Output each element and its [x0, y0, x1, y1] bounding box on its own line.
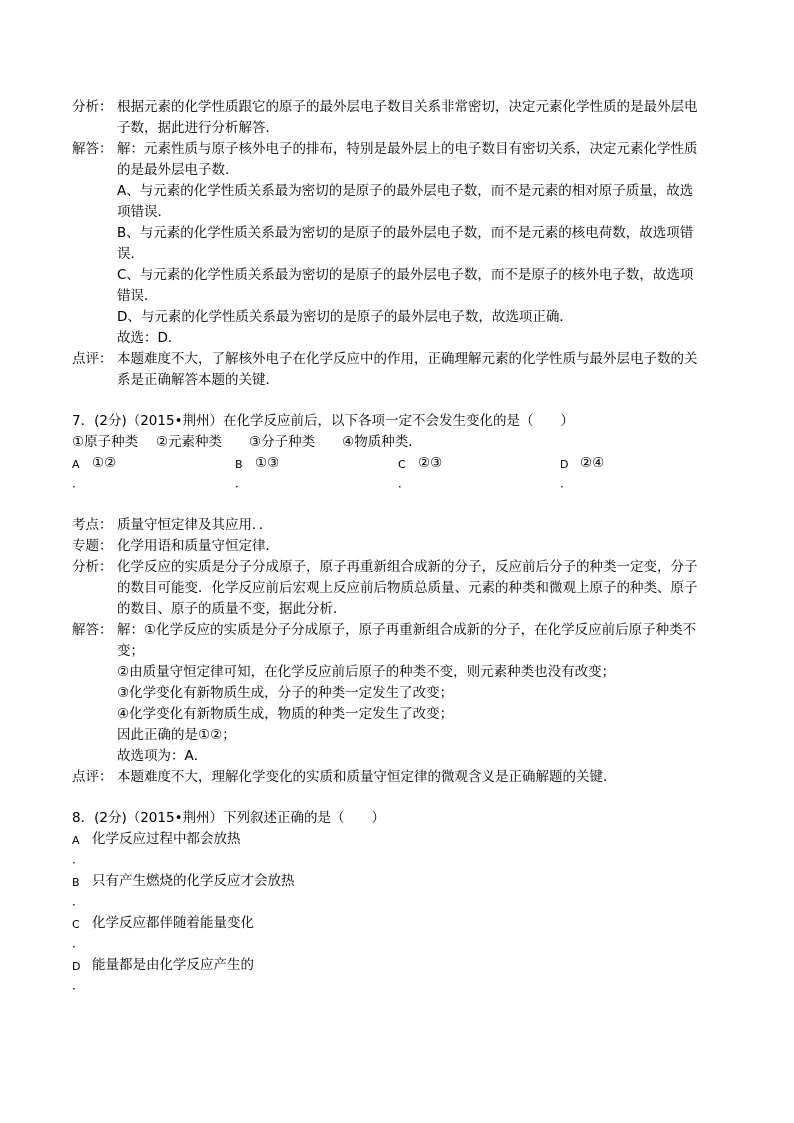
q8-option-a-text: 化学反应过程中都会放热	[92, 831, 241, 847]
q6-comment-line-1: 本题难度不大，了解核外电子在化学反应中的作用，正确理解元素的化学性质与最外层电子数的关	[117, 351, 698, 367]
q6-answer-line-7: C、与元素的化学性质关系最为密切的是原子的最外层电子数，而不是原子的核外电子数，故选项	[117, 267, 694, 283]
q7-answer-line-3: ②由质量守恒定律可知，在化学反应前后原子的种类不变，则元素种类也没有改变；	[117, 664, 616, 680]
q7-kaodian: 质量守恒定律及其应用．．	[117, 517, 273, 533]
q7-zhuanti-label: 专题：	[72, 538, 113, 554]
q7-option-b-letter: B	[235, 458, 243, 471]
q6-answer-line-3: A、与元素的化学性质关系最为密切的是原子的最外层电子数，而不是元素的相对原子质量，故选	[117, 183, 694, 199]
q7-option-d-text: ②④	[580, 455, 605, 471]
q8-option-b-letter: B	[72, 876, 80, 889]
q6-answer-line-5: B、与元素的化学性质关系最为密切的是原子的最外层电子数，而不是元素的核电荷数，故选项错	[117, 225, 694, 241]
q6-analysis-label: 分析：	[72, 99, 113, 115]
q6-answer-label: 解答：	[72, 141, 113, 157]
q7-stem: 7．(2分)（2015•荆州）在化学反应前后，以下各项一定不会发生变化的是（ ）	[72, 413, 575, 429]
q8-option-c-dot: ．	[72, 936, 85, 950]
q7-answer-line-5: ④化学变化有新物质生成，物质的种类一定发生了改变；	[117, 706, 454, 722]
q6-answer-line-8: 错误．	[117, 288, 158, 304]
q7-option-a-text: ①②	[92, 455, 117, 471]
q7-answer-label: 解答：	[72, 622, 113, 638]
q6-answer-line-10: 故选：D．	[117, 330, 182, 346]
q7-answer-line-4: ③化学变化有新物质生成，分子的种类一定发生了改变；	[117, 685, 454, 701]
q8-stem: 8．(2分)（2015•荆州）下列叙述正确的是（ ）	[72, 810, 386, 826]
q8-option-d-text: 能量都是由化学反应产生的	[92, 957, 254, 973]
q8-option-c-text: 化学反应都伴随着能量变化	[92, 915, 254, 931]
q7-zhuanti: 化学用语和质量守恒定律．	[117, 538, 279, 554]
q7-analysis-label: 分析：	[72, 559, 113, 575]
q7-option-c-dot: ．	[398, 476, 411, 490]
q6-analysis-line-2: 子数，据此进行分析解答．	[117, 120, 279, 136]
q7-answer-line-2: 变；	[117, 643, 144, 659]
q7-option-b-dot: ．	[235, 476, 248, 490]
q6-answer-line-4: 项错误．	[117, 204, 171, 220]
q7-option-a-dot: ．	[72, 476, 85, 490]
q7-option-c-letter: C	[398, 458, 406, 471]
q6-answer-line-6: 误．	[117, 246, 144, 262]
q8-option-b-dot: ．	[72, 894, 85, 908]
q7-items: ①原子种类 ②元素种类 ③分子种类 ④物质种类．	[72, 434, 422, 450]
q6-analysis-line-1: 根据元素的化学性质跟它的原子的最外层电子数目关系非常密切，决定元素化学性质的是最外层电	[117, 99, 698, 115]
q7-option-d-dot: ．	[560, 476, 573, 490]
q6-answer-line-9: D、与元素的化学性质关系最为密切的是原子的最外层电子数，故选项正确．	[117, 309, 573, 325]
q7-answer-line-6: 因此正确的是①②；	[117, 727, 236, 743]
q7-analysis-line-2: 的数目可能变．化学反应前后宏观上反应前后物质总质量、元素的种类和微观上原子的种类、原子	[117, 580, 698, 596]
q7-answer-line-7: 故选项为：A．	[117, 748, 208, 764]
q7-option-c-text: ②③	[418, 455, 443, 471]
q8-option-a-letter: A	[72, 834, 80, 847]
q7-kaodian-label: 考点：	[72, 517, 113, 533]
q8-option-c-letter: C	[72, 918, 80, 931]
q7-comment-line-1: 本题难度不大，理解化学变化的实质和质量守恒定律的微观含义是正确解题的关键．	[117, 769, 617, 785]
q6-answer-line-2: 的是最外层电子数．	[117, 162, 239, 178]
q7-option-d-letter: D	[560, 458, 569, 471]
q7-option-b-text: ①③	[255, 455, 280, 471]
q6-comment-label: 点评：	[72, 351, 113, 367]
q8-option-a-dot: ．	[72, 852, 85, 866]
q8-option-d-letter: D	[72, 960, 81, 973]
q7-comment-label: 点评：	[72, 769, 113, 785]
q6-answer-line-1: 解：元素性质与原子核外电子的排布，特别是最外层上的电子数目有密切关系，决定元素化学性质	[117, 141, 698, 157]
q7-answer-line-1: 解：①化学反应的实质是分子分成原子，原子再重新组合成新的分子，在化学反应前后原子种类不	[117, 622, 697, 638]
q7-analysis-line-3: 的数目、原子的质量不变，据此分析．	[117, 601, 347, 617]
q8-option-b-text: 只有产生燃烧的化学反应才会放热	[92, 873, 295, 889]
q6-comment-line-2: 系是正确解答本题的关键．	[117, 372, 279, 388]
q8-option-d-dot: ．	[72, 978, 85, 992]
q7-option-a-letter: A	[72, 458, 80, 471]
q7-analysis-line-1: 化学反应的实质是分子分成原子，原子再重新组合成新的分子，反应前后分子的种类一定变，分子	[117, 559, 698, 575]
